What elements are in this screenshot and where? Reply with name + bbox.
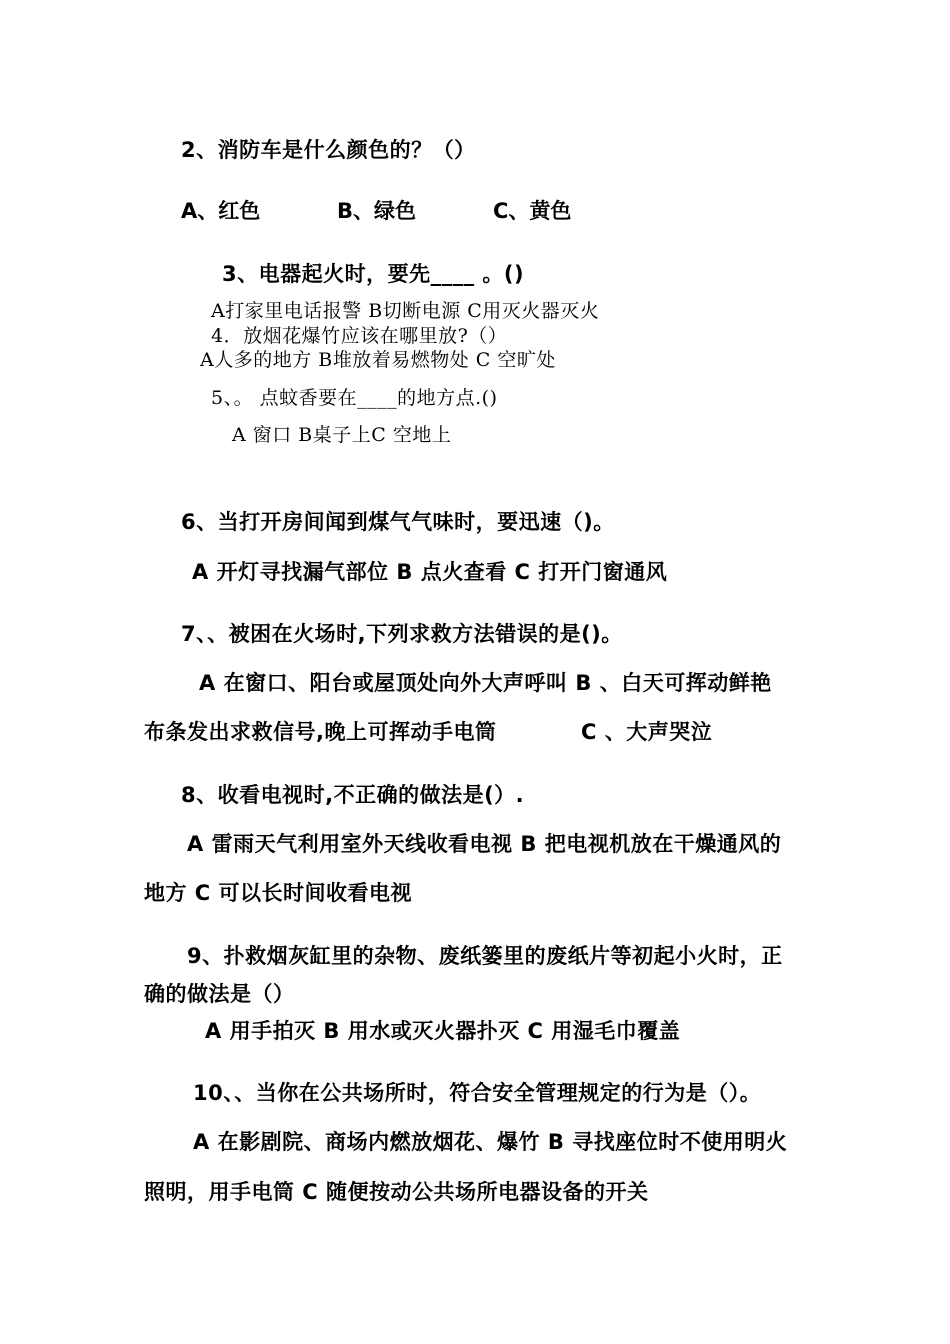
question-10-options-line2: 照明，用手电筒 C 随便按动公共场所电器设备的开关 [144,1180,649,1204]
question-3-text: 3、电器起火时，要先____ 。() [222,262,525,286]
question-7-text: 7、、被困在火场时,下列求救方法错误的是()。 [181,622,623,646]
question-6-text: 6、当打开房间闻到煤气气味时，要迅速（)。 [181,510,615,534]
question-9-text-line1: 9、扑救烟灰缸里的杂物、废纸篓里的废纸片等初起小火时，正 [187,944,783,968]
question-2-option-c: C、黄色 [493,199,572,223]
question-4-options: A人多的地方 B堆放着易燃物处 C 空旷处 [200,349,556,371]
question-5-text: 5、。 点蚊香要在____的地方点.() [211,387,498,409]
question-2-option-b: B、绿色 [337,199,417,223]
question-5-options: A 窗口 B桌子上C 空地上 [232,424,452,446]
question-7-options-line1: A 在窗口、阳台或屋顶处向外大声呼叫 B 、白天可挥动鲜艳 [199,671,772,695]
question-8-text: 8、收看电视时,不正确的做法是(）. [181,783,525,807]
question-9-options: A 用手拍灭 B 用水或灭火器扑灭 C 用湿毛巾覆盖 [205,1019,681,1043]
question-8-options-line2: 地方 C 可以长时间收看电视 [144,881,413,905]
question-4-text: 4．放烟花爆竹应该在哪里放?（） [211,325,508,347]
question-2-text: 2、消防车是什么颜色的？（） [181,138,476,162]
question-7-options-line2: 布条发出求救信号,晚上可挥动手电筒 [144,720,497,744]
question-6-options: A 开灯寻找漏气部位 B 点火查看 C 打开门窗通风 [192,560,668,584]
question-3-options: A打家里电话报警 B切断电源 C用灭火器灭火 [211,300,600,322]
question-7-option-c: C 、大声哭泣 [581,720,713,744]
question-9-text-line2: 确的做法是（） [144,982,295,1006]
question-2-option-a: A、红色 [181,199,261,223]
question-10-text: 10、、当你在公共场所时，符合安全管理规定的行为是（）。 [193,1081,762,1105]
question-10-options-line1: A 在影剧院、商场内燃放烟花、爆竹 B 寻找座位时不使用明火 [193,1130,788,1154]
question-8-options-line1: A 雷雨天气利用室外天线收看电视 B 把电视机放在干燥通风的 [187,832,782,856]
